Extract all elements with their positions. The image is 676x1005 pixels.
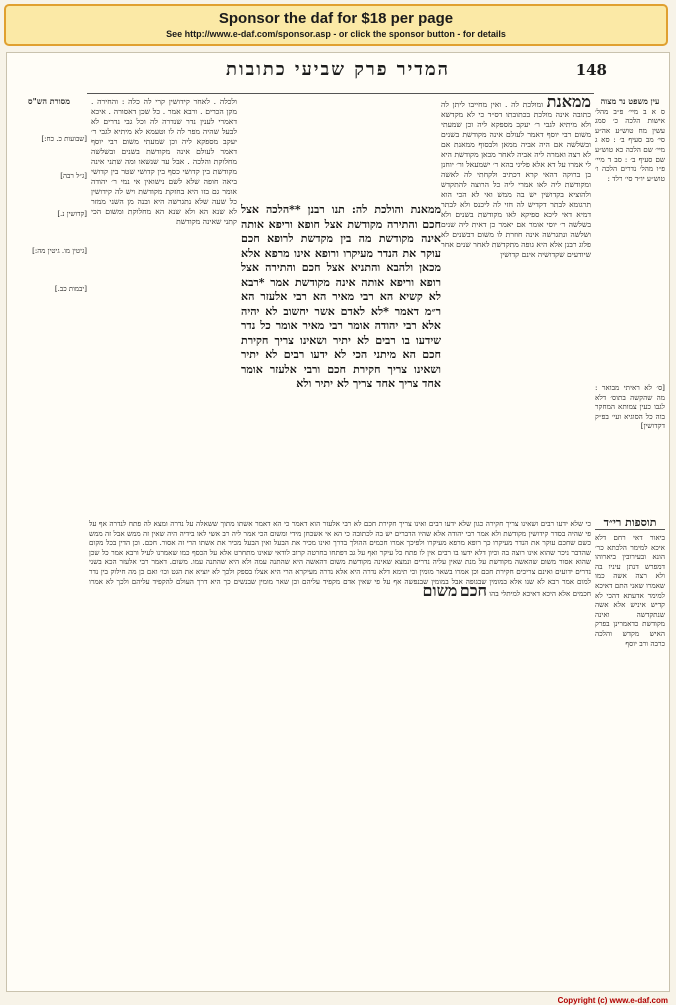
- ein-mishpat-label: עין משפט נר מצוה: [600, 97, 660, 106]
- rashi-dibur-hamatchil: ממאנת: [546, 97, 591, 111]
- gilyon-note: [ס׳ לא ראיתי מבואר : מה שהקשה בתוס׳ דלא לגבו כעין צמותא המחקר בוה כל הסוגיא ועי׳ בפ״ק דקדושין]: [595, 383, 665, 431]
- masoret-ref: [קדושין נ.]: [57, 209, 87, 218]
- bottom-dibur-1: חכם: [459, 581, 487, 601]
- talmud-page: [6, 52, 670, 992]
- rashi-column: [441, 97, 591, 545]
- sponsor-subtitle: See http://www.e-daf.com/sponsor.asp - or click the sponsor button - for details: [166, 29, 506, 39]
- masoret-hashas-column: [11, 97, 87, 597]
- bottom-commentary: [89, 519, 591, 985]
- tosafot-rid-text: ביאור דאי רחם דלא איכא למימר הלכתא כר׳ הונא ובעירובין ביארוהו דמפרש דנתן עיניו בה ולא רצה אשה כמו שאמרו שאני התם דאיכא למימר אדעתא דהכי לא קדיש איניש אלא אשה שנתקדשה ואינה מקודשת כדאמרינן בפרק האיש מקדש והלכה כרבה ורב יוסף: [595, 533, 665, 648]
- ein-mishpat-text: ס א ב מיי׳ פ״ב מהל׳ אישות הלכה כ׳ סמג עשין מח טוש״ע אה״ע סי׳ מב סעיף ב׳ : סא ג מיי׳ שם הלכה כא טוש״ע שם סעיף ב׳ : סב ד מיי׳ פ״ו מהל׳ נדרים הלכה ו׳ טוש״ע יו״ד סי׳ רלד :: [595, 106, 665, 183]
- chapter-title: המדיר פרק שביעי כתובות: [226, 59, 450, 80]
- tosafot-rid-title: תוספות רי״ד: [595, 516, 665, 530]
- bottom-commentary-text: כי שלא ידעו רבים ושאינו צריך חקירה כגון שלא ידעו רבים ואינו צריך חקירת חכם לא רבי אלעזר הוא דאמר כי הא דאמר אשתו מתוך ששאלה על נדרה ומצא לה פתח לנדרה אף על פי שהיה בסדר קידושין מקודשת ולא אמר רבי יהודה אלא שהיו הדברים יש בה לכתובה כי הא אי אשכחן מידי ומשום הכי אמר ליה רב אשי לאו בידיה היה שאין זה ממש אבל זה ממש כשם שחכם עוקר את הנדר מעיקרו כך רופא מרפא מעיקרו ולפיכך אמרו חכמים ההולך בדרך ואינו מכיר את הבעל ואין הבעל מכיר את אשתו הרי זה אסור. חכם. וכן הדין בכל מקום שהדבר ניכר שהוא אינו רוצה בה וכיון דלא ידעו בו רבים אין לו פתח כל עיקר ואף על גב דפתחו בחרטה קרוב לודאי שאינו מתחרט אלא על הכסף כמו שאמרנו לעיל ורבא אמר כל שכן שהוא אסור משום שהאשה מקודשת על מנת שאין עליה נדרים ונמצא שאינה מקודשת משום דהאשה היא שהתנה עמה ולא היא שהתנה עמו. משום. דאמר רבי אלעזר הכא בשני נדרים ידועים ואינם צריכים חקירת חכם וכן אמרו בשאר מומין וכי תימא דלא נדרה היא אלא נדרה מעיקרא הרי היא אצלו בספק ולכך לא יוציא את הגט וכו׳ ואם כן מה חילוק בין נדר למום אמר רבא לא שנו אלא במומין שבגופה אבל במומין שבנפשה אף על פי שאין אדם מקפיד עליהם וכן שאר מומין שבנשים כך היא דרך העולם להקפיד עליהם ולכך לא אמרו חכמים אלא היכא דאיכא למיתלי בהו: [89, 519, 591, 599]
- masoret-ref: [גיטין מו. גיטין מה:]: [32, 247, 87, 256]
- rashi-text: ומולכת לה . ואין מחייבו ליתן לה כתובה אינה מולכת בכתובתו דס״ד כי לא מקדשא ולא מיתיא לגבי ר׳ יעקב מספקא ליה וכן שמעתי משום רבי יוסף דאמר לעולם אינה מקודשת בשנים ובשלשה אם היה אביה ממאן ולבסוף ממאנת אם לא רצה ואמרה ליה אביה לאחר מכאן מקודשת היא לי אמרו על דא אלא פליגי בהא ר׳ ישמעאל ור׳ יוחנן בן ברוקה דהאי קרא דכתיב ולקחתי לה לאשה ומקודשת ליה לאו אמרי ליה כל הרוצה להתקדש ולהוציא בקדושין יש בה ממש ואי לא הכי הוא תרגומא לבתר דקדיש לה חזי לה ליכנס ולא לבתר דמיא דאי ליכא ספיקא לאו מקודשת בשנים ולא בשלשה ר׳ יוסי אומר אם יאמר כן דאית ליה שנים ושלשה ונתגרשה אינה חוזרת לו משום דבשנים לא פלוג רבנן אלא היא גופה מתקדשת לאחר שנים אחר שיודעים שקדושיה אינם קדושין: [441, 100, 591, 259]
- masoret-ref: [ג״ל רבה]: [60, 172, 87, 181]
- page-header: [7, 59, 669, 89]
- sponsor-banner[interactable]: [4, 4, 668, 46]
- bottom-dibur-2: משום: [422, 581, 458, 601]
- ein-mishpat-column: [595, 97, 665, 247]
- sponsor-title[interactable]: Sponsor the daf for $18 per page: [218, 10, 454, 27]
- page-number: 148: [575, 61, 607, 79]
- masoret-ref: [שבועות כ. כח:]: [41, 134, 87, 143]
- copyright-notice[interactable]: Copyright (c) www.e-daf.com: [557, 996, 668, 1005]
- tosafot-column: ולכלה . לאחר קידושין קרי לה כלה : והחירה . מקן הכרים . ורבא אמר . כל שכן דאסורה . איכא דאמרי לענין נדר שנדרה לה וכל גבי נדרים לא לבעל שהיה מפר לה לו וטעמא לא מיתיא לגבי ר׳ יעקב מספקא ליה וכן שמעתי משום רבי יוסף דאמר לעולם אינה מקודשת בשנים ובשלשה מחלוקת והלכה . אבל עד שנשאו ומה שתני אינה מקודשת בין קדושי כסף בין קדושי שטר בין קדושי ביאה חופה שלא לשם נישואין אי נמי ר׳ יהודה אומר גם בזו היא בחזקת מקודשת ויש לה קידושין כל שעה שלא נתגרשה היא ובנה מן השני ממזר לא שנא הא ולא שנא הא מחלוקת ומשום הכי קתני שאינה מקודשת: [91, 97, 237, 226]
- masoret-ref: [יבמות כב.]: [54, 284, 87, 293]
- header-divider: [87, 93, 594, 94]
- gemara-main-text: ממאנת והולכת לה: תנו רבנן **הלכה אצל חכם והתירה מקודשת אצל חופא וריפא אותה אינה מקודשת מה בין מקדשת לרופא חכם עוקר את הנדר מעיקרו ורופא אינו מרפא אלא מכאן ולהבא והתניא אצל חכם והתירה אצל רופא וריפא אותה אינה מקודשת אמר *רבא לא קשיא הא רבי מאיר הא רבי אלעזר הא ר״מ דאמר *לא לאדם אשר יחשוב לא יהיה אלא רבי יהודה אומר רבי מאיר אומר כל נדר שידעו בו רבים לא יתיר ושאינו צריך חקירת חכם הא מיתני הכי לא ידעו רבים לא יתיר ושאינו צריך חקירת חכם ורבי אלעזר אומר אחד צריך אחד צריך לא יתיר ולא: [241, 203, 441, 390]
- masoret-label: מסורת הש"ס: [28, 97, 70, 106]
